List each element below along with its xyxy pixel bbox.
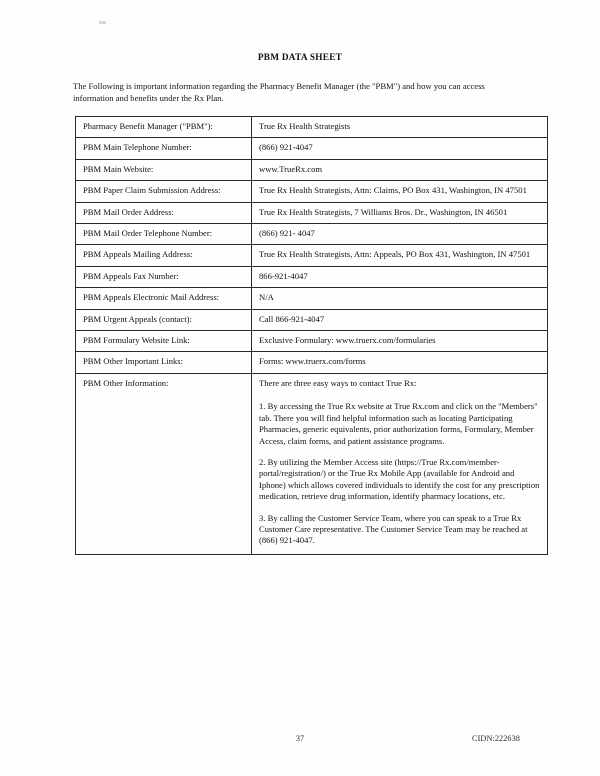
table-row [76,266,548,287]
row-label: PBM Paper Claim Submission Address: [76,181,252,202]
contact-lead-text: There are three easy ways to contact True Rx: [259,377,417,388]
row-label: PBM Mail Order Address: [76,202,252,223]
row-label: PBM Other Information: [76,373,252,554]
row-value: (866) 921- 4047 [252,224,548,245]
row-label: PBM Main Telephone Number: [76,138,252,159]
row-label: PBM Appeals Electronic Mail Address: [76,288,252,309]
row-value: True Rx Health Strategists, Attn: Claims, PO Box 431, Washington, IN 47501 [252,181,548,202]
table-row [76,159,548,180]
scan-artifact-mark [99,21,106,24]
row-value: Call 866-921-4047 [252,309,548,330]
footer-page-number: 37 [295,734,305,743]
row-value: True Rx Health Strategists, 7 Williams Bros. Dr., Washington, IN 46501 [252,202,548,223]
row-value: www.TrueRx.com [252,159,548,180]
footer-cidn: CIDN:222638 [472,734,520,743]
contact-method-item: 1. By accessing the True Rx website at True Rx.com and click on the "Members" tab. There you will find helpful information such as locating Participating Pharmacies, generic equivalents, prior authorization forms, Formulary, Member Access, claim forms, and patient assistance programs. [259,401,538,446]
row-label: PBM Other Important Links: [76,352,252,373]
table-row [76,288,548,309]
row-value: True Rx Health Strategists, Attn: Appeals, PO Box 431, Washington, IN 47501 [252,245,548,266]
row-value: Exclusive Formulary: www.truerx.com/formularies [252,331,548,352]
table-row [76,245,548,266]
page-title: PBM DATA SHEET [257,53,343,63]
table-row [76,181,548,202]
table-row [76,309,548,330]
row-label: PBM Appeals Fax Number: [76,266,252,287]
row-label: PBM Formulary Website Link: [76,331,252,352]
row-value [252,373,548,554]
row-value: N/A [252,288,548,309]
row-label: PBM Appeals Mailing Address: [76,245,252,266]
table-row [76,202,548,223]
contact-method-item: 2. By utilizing the Member Access site (https://True Rx.com/member-portal/registration/) or the True Rx Mobile App (available for Android and Iphone) which allows covered individuals to identify the cost for any prescription medication, retrieve drug information, identify pharmacy locations, etc. [259,456,540,502]
table-row [76,138,548,159]
table-row [76,224,548,245]
row-label: Pharmacy Benefit Manager ("PBM"): [76,117,252,138]
pbm-data-table [75,116,548,555]
row-value: (866) 921-4047 [252,138,548,159]
table-row [76,331,548,352]
row-value: True Rx Health Strategists [252,117,548,138]
contact-method-item: 3. By calling the Customer Service Team, where you can speak to a True Rx Customer Care representative. The Customer Service Team may be reached at (866) 921-4047. [259,512,528,546]
row-label: PBM Mail Order Telephone Number: [76,224,252,245]
row-label: PBM Main Website: [76,159,252,180]
table-row [76,117,548,138]
row-label: PBM Urgent Appeals (contact): [76,309,252,330]
table-row-other-information [76,373,548,554]
row-value: Forms: www.truerx.com/forms [252,352,548,373]
intro-paragraph: The Following is important information regarding the Pharmacy Benefit Manager (the "PBM") and how you can access information and benefits under the Rx Plan. [73,81,485,103]
row-value: 866-921-4047 [252,266,548,287]
table-row [76,352,548,373]
